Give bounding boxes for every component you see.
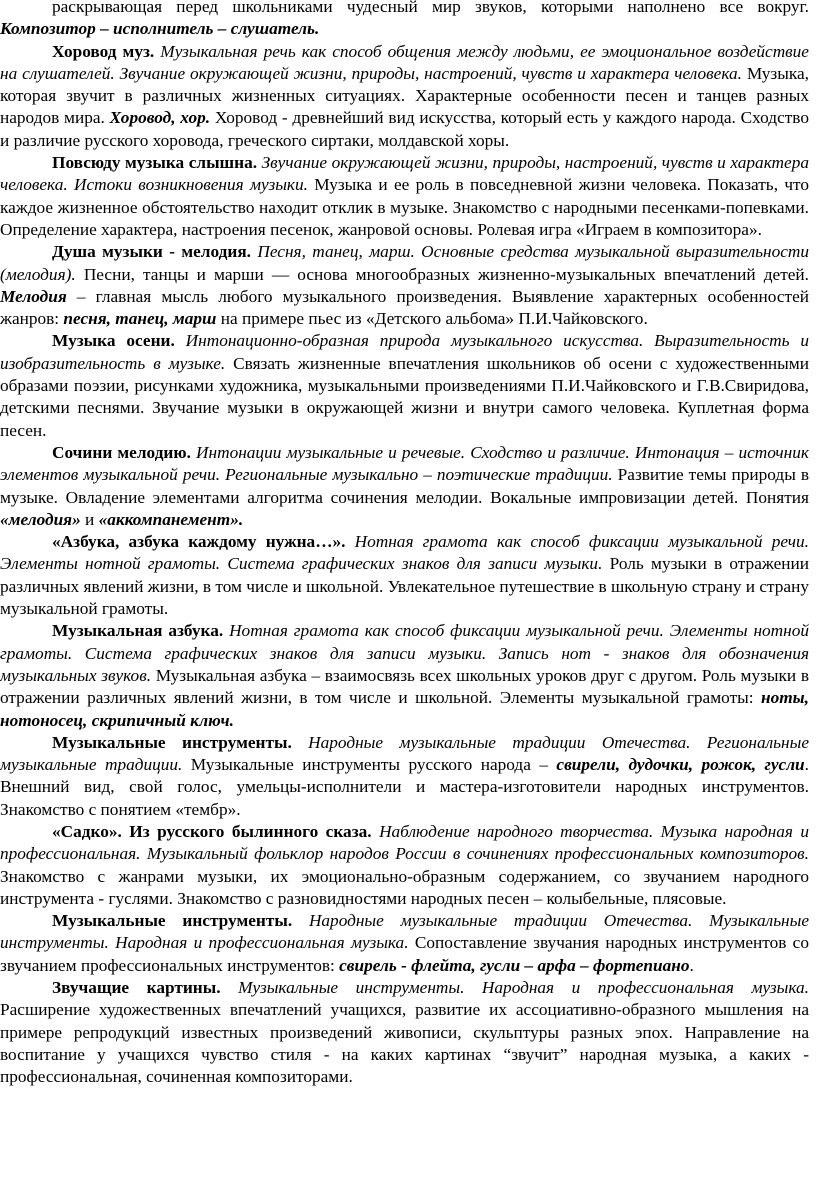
bold-italic-term: свирель - флейта, гусли – арфа – фортепиано [339, 955, 690, 975]
paragraph-oseni [0, 330, 812, 441]
paragraph-text [372, 822, 379, 841]
paragraph-text: Сопоставление звучания народных инструментов со звучанием профессиональных инструментов: [0, 933, 809, 975]
paragraph-heading: Хоровод муз. [52, 41, 155, 61]
paragraph-text: раскрывающая перед школьниками чудесный мир звуков, которыми наполнено все вокруг. [52, 0, 809, 16]
paragraph-text: Связать жизненные впечатления школьников об осени с художественными образами поэзии, рисунками художника, музыкальными произведениями П.И.Чайковского и Г.В.Свиридова, детскими песнями. Звучание музыки в окружающей жизни и внутри самого человека. Куплетная форма песен. [0, 353, 809, 440]
paragraph-text: Развитие темы природы в музыке. Овладение элементами алгоритма сочинения мелодии. Вокальные импровизации детей. Понятия [0, 465, 809, 507]
bold-italic-term: ноты, нотоносец, скрипичный ключ. [0, 688, 809, 730]
paragraph-muz-azbuka [0, 620, 812, 731]
paragraph-text: . [689, 955, 694, 975]
paragraph-sadko [0, 821, 812, 910]
paragraph-text: Музыка, которая звучит в различных жизненных ситуациях. Характерные особенности песен и танцев разных народов мира. [0, 63, 809, 128]
paragraph-heading: Сочини мелодию. [52, 442, 191, 462]
paragraph-italic-text: Народные музыкальные традиции Отечества. Региональные музыкальные традиции. [0, 732, 809, 775]
paragraph-italic-text: Интонации музыкальные и речевые. Сходство и различие. Интонация – источник элементов музыкальной речи. Региональные музыкально – поэтические традиции. [0, 442, 809, 485]
paragraph-instrumenty1 [0, 732, 812, 821]
paragraph-text [292, 733, 308, 752]
paragraph-text [175, 331, 186, 350]
paragraph-text: на примере пьес из «Детского альбома» П.И.Чайковского. [216, 309, 648, 329]
paragraph-text [292, 911, 309, 930]
paragraph-text [345, 532, 354, 551]
paragraph-italic-text: Нотная грамота как способ фиксации музыкальной речи. Элементы нотной грамоты. Система графических знаков для записи музыки. [0, 532, 810, 574]
paragraph-italic-text: Звучание окружающей жизни, природы, настроений, чувств и характера человека. Истоки возникновения музыки. [0, 153, 809, 195]
paragraph-text: Хоровод - древнейший вид искусства, который есть у каждого народа. Сходство и различие русского хоровода, греческого сиртаки, молдавской хоры. [0, 108, 809, 150]
paragraph-heading: Звучащие картины. [52, 978, 221, 998]
paragraph-dusha [0, 241, 812, 330]
bold-italic-term: свирели, дудочки, рожок, гусли [556, 755, 805, 775]
paragraph-heading: Повсюду музыка слышна. [52, 153, 258, 173]
paragraph-heading: «Азбука, азбука каждому нужна…». [52, 532, 346, 552]
paragraph-heading: Душа музыки - мелодия. [52, 242, 252, 262]
paragraph-text: – главная мысль любого музыкального произведения. Выявление характерных особенностей жанров: [0, 286, 809, 329]
paragraph-heading: Музыкальные инструменты. [52, 911, 293, 931]
bold-italic-term: Композитор – исполнитель – слушатель. [0, 19, 320, 39]
bold-italic-term: Мелодия [0, 286, 67, 306]
paragraph-text [221, 978, 239, 997]
paragraph-heading: «Садко». Из русского былинного сказа. [52, 821, 372, 841]
paragraph-text: . Внешний вид, свой голос, умельцы-исполнители и мастера-изготовители народных инструментов. Знакомство с понятием «тембр». [0, 755, 809, 819]
paragraph-povsyudu [0, 152, 812, 241]
paragraph-italic-text: Интонационно-образная природа музыкального искусства. Выразительность и изобразительность в музыке. [0, 331, 809, 373]
paragraph-kartiny [0, 977, 812, 1088]
paragraph-italic-text: Наблюдение народного творчества. Музыка народная и профессиональная. Музыкальный фольклор народов России в сочинениях профессиональных композиторов. [0, 821, 809, 864]
paragraph-text: Музыкальные инструменты русского народа – [182, 755, 557, 775]
paragraph-text: и [80, 509, 99, 529]
bold-italic-term: песня, танец, марш [63, 309, 217, 329]
paragraph-khorovod [0, 41, 812, 152]
paragraph-sochini [0, 442, 812, 531]
paragraph-italic-text: Песня, танец, марш. Основные средства музыкальной выразительности (мелодия). [0, 242, 809, 284]
paragraph-heading: Музыкальная азбука. [52, 621, 224, 641]
paragraph-italic-text: Музыкальные инструменты. Народная и профессиональная музыка. [238, 978, 809, 998]
paragraph-heading: Музыкальные инструменты. [52, 732, 292, 752]
paragraph-text: Знакомство с жанрами музыки, их эмоционально-образным содержанием, со звучанием народного инструмента - гуслями. Знакомство с разновидностями народных песен – колыбельные, плясовые. [0, 866, 809, 908]
bold-italic-term: «аккомпанемент». [98, 509, 244, 529]
paragraph-italic-text: Народные музыкальные традиции Отечества. Музыкальные инструменты. Народная и профессиональная музыка. [0, 911, 810, 953]
bold-italic-term: Хоровод, хор. [109, 108, 211, 128]
paragraph-italic-text: Нотная грамота как способ фиксации музыкальной речи. Элементы нотной грамоты. Система графических знаков для записи музыки. Запись нот - знаков для обозначения музыкальных звуков. [0, 621, 809, 685]
paragraph-text: Песни, танцы и марши — основа многообразных жизненно-музыкальных впечатлений детей. [75, 264, 809, 284]
paragraph-text: Музыка и ее роль в повседневной жизни человека. Показать, что каждое жизненное обстоятельство находит отклик в музыке. Знакомство с народными песенками-попевками. Определение характера, настроения песенок, жанровой основы. Ролевая игра «Играем в композитора». [0, 175, 809, 239]
bold-italic-term: «мелодия» [0, 509, 81, 529]
paragraph-italic-text: Музыкальная речь как способ общения между людьми, ее эмоциональное воздействие на слушателей. Звучание окружающей жизни, природы, настроений, чувств и характера человека. [0, 41, 809, 83]
paragraph-azbuka [0, 531, 812, 620]
paragraph-text: Роль музыки в отражении различных явлений жизни, в том числе и школьной. Увлекательное путешествие в школьную страну и страну музыкальной грамоты. [0, 554, 809, 619]
paragraph-instrumenty2 [0, 910, 812, 977]
paragraph-text: Расширение художественных впечатлений учащихся, развитие их ассоциативно-образного мышления на примере репродукций известных произведений живописи, скульптуры разных эпох. Направление на воспитание у учащихся чувство стиля - на каких картинах “звучит” народная музыка, а каких - профессиональная, сочиненная композиторами. [0, 1000, 809, 1087]
paragraph-heading: Музыка осени. [52, 331, 175, 351]
paragraph-text: Музыкальная азбука – взаимосвязь всех школьных уроков друг с другом. Роль музыки в отражении различных явлений жизни, в том числе и школьной. Элементы музыкальной грамоты: [0, 665, 809, 708]
paragraph-intro [0, 0, 812, 41]
